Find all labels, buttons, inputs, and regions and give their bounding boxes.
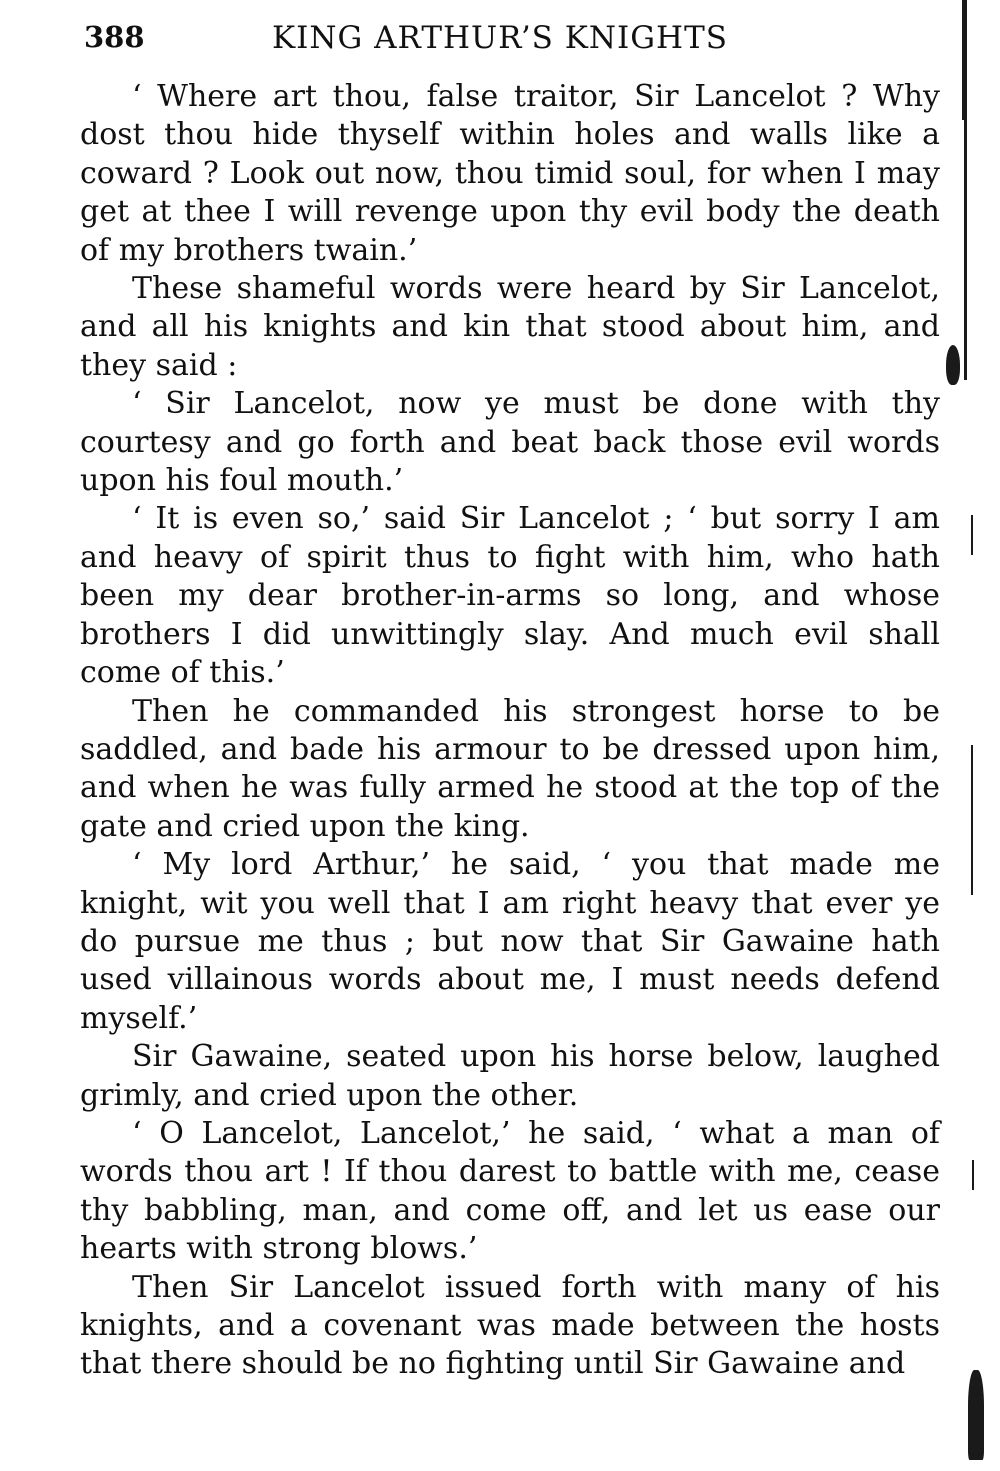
scan-edge-mark-bottom xyxy=(968,1370,984,1460)
scan-edge-mark-upper xyxy=(964,120,967,380)
paragraph-7: Sir Gawaine, seated upon his horse below, laughed grimly, and cried upon the other. xyxy=(80,1039,940,1113)
book-title: KING ARTHUR’S KNIGHTS xyxy=(272,20,728,56)
paragraph-6: ‘ My lord Arthur,’ he said, ‘ you that made me knight, wit you well that I am right heavy that ever ye do pursue me thus ; but now that Sir Gawaine hath used villainous words about me, I must needs defend myself.’ xyxy=(80,847,940,1036)
paragraph-8: ‘ O Lancelot, Lancelot,’ he said, ‘ what a man of words thou art ! If thou darest to battle with me, cease thy babbling, man, and come off, and let us ease our hearts with strong blows.’ xyxy=(80,1115,940,1267)
paragraph-3: ‘ Sir Lancelot, now ye must be done with thy courtesy and go forth and beat back those evil words upon his foul mouth.’ xyxy=(80,386,940,499)
page-number: 388 xyxy=(84,20,145,54)
scan-edge-mark-blot xyxy=(946,345,960,385)
running-head xyxy=(84,18,764,62)
paragraph-1: ‘ Where art thou, false traitor, Sir Lancelot ? Why dost thou hide thyself within holes and walls like a coward ? Look out now, thou timid soul, for when I may get at thee I will revenge upon thy evil body the death of my brothers twain.’ xyxy=(80,79,940,268)
scan-edge-mark-small xyxy=(972,1160,974,1190)
paragraph-4: ‘ It is even so,’ said Sir Lancelot ; ‘ but sorry I am and heavy of spirit thus to fight with him, who hath been my dear brother-in-arms so long, and whose brothers I did unwittingly slay. And much evil shall come of this.’ xyxy=(80,501,940,691)
scan-edge-mark-mid xyxy=(971,515,973,555)
paragraph-2: These shameful words were heard by Sir Lancelot, and all his knights and kin that stood about him, and they said : xyxy=(80,271,940,383)
body-text xyxy=(80,78,940,1384)
scan-edge-mark-top xyxy=(962,0,967,120)
paragraph-5: Then he commanded his strongest horse to be saddled, and bade his armour to be dressed upon him, and when he was fully armed he stood at the top of the gate and cried upon the king. xyxy=(80,693,940,844)
paragraph-9: Then Sir Lancelot issued forth with many of his knights, and a covenant was made between the hosts that there should be no fighting until Sir Gawaine and xyxy=(80,1269,940,1382)
scan-edge-mark-lower xyxy=(971,745,973,895)
